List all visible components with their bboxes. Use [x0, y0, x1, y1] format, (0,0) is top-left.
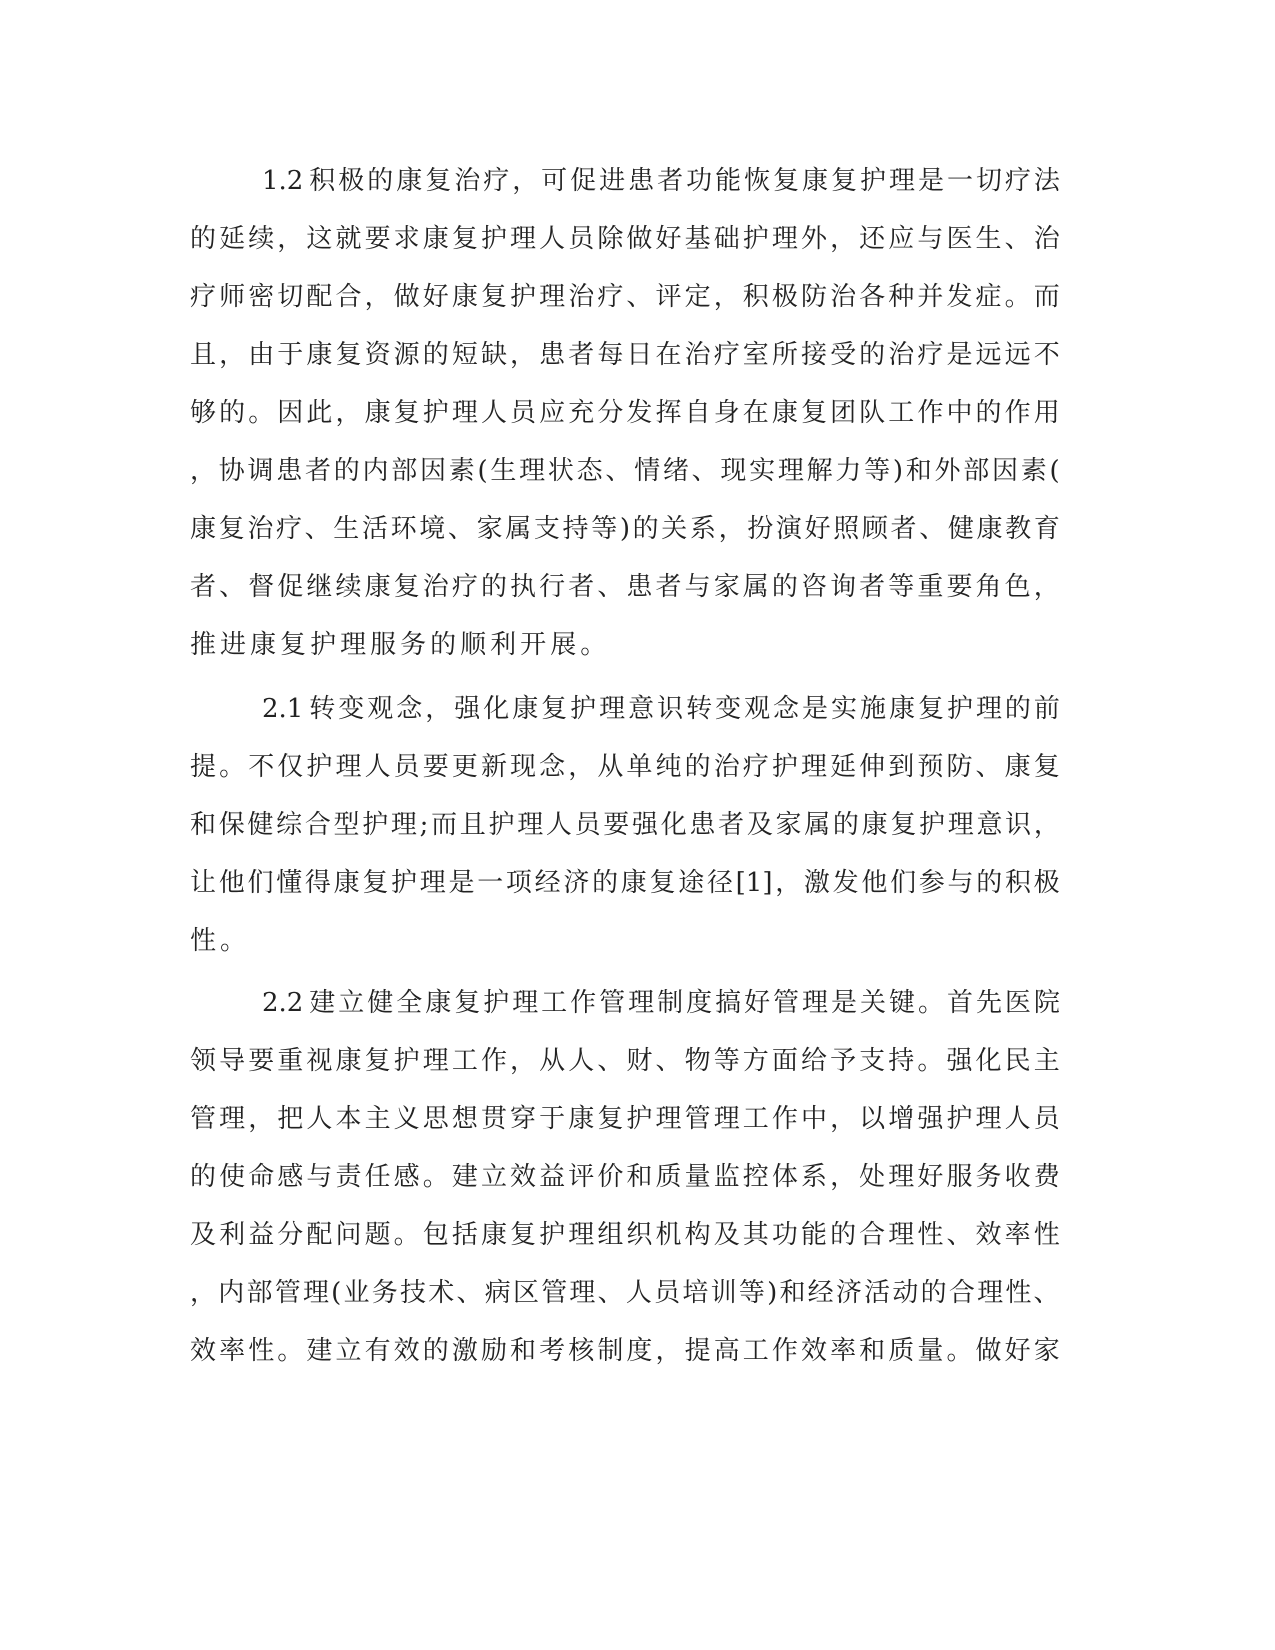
paragraph-1-line-3: 疗 师 密 切 配 合 ， 做 好 康 复 护 理 治 疗 、 评 定 ， 积 极 防 治 各 种 并 发 症 。 而	[190, 282, 1060, 312]
paragraph-1-line-7: 康 复 治 疗 、 生 活 环 境 、 家 属 支 持 等 ) 的 关 系 ， 扮 演 好 照 顾 者 、 健 康 教 育	[190, 514, 1060, 544]
paragraph-3-line-3: 管 理 ， 把 人 本 主 义 思 想 贯 穿 于 康 复 护 理 管 理 工 作 中 ， 以 增 强 护 理 人 员	[190, 1104, 1060, 1134]
paragraph-1-line-2: 的 延 续 ， 这 就 要 求 康 复 护 理 人 员 除 做 好 基 础 护 理 外 ， 还 应 与 医 生 、 治	[190, 224, 1060, 254]
paragraph-2-line-4: 让 他 们 懂 得 康 复 护 理 是 一 项 经 济 的 康 复 途 径 [1] ， 激 发 他 们 参 与 的 积 极	[190, 868, 1060, 898]
paragraph-3-line-2: 领 导 要 重 视 康 复 护 理 工 作 ， 从 人 、 财 、 物 等 方 面 给 予 支 持 。 强 化 民 主	[190, 1046, 1060, 1076]
paragraph-3-line-5: 及 利 益 分 配 问 题 。 包 括 康 复 护 理 组 织 机 构 及 其 功 能 的 合 理 性 、 效 率 性	[190, 1220, 1060, 1250]
paragraph-2-line-2: 提 。 不 仅 护 理 人 员 要 更 新 现 念 ， 从 单 纯 的 治 疗 护 理 延 伸 到 预 防 、 康 复	[190, 752, 1060, 782]
paragraph-2-line-5: 性 。	[190, 926, 251, 956]
paragraph-1-line-8: 者 、 督 促 继 续 康 复 治 疗 的 执 行 者 、 患 者 与 家 属 的 咨 询 者 等 重 要 角 色 ，	[190, 572, 1060, 602]
paragraph-3-line-7: 效 率 性 。 建 立 有 效 的 激 励 和 考 核 制 度 ， 提 高 工 作 效 率 和 质 量 。 做 好 家	[190, 1336, 1060, 1366]
paragraph-1-line-5: 够 的 。 因 此 ， 康 复 护 理 人 员 应 充 分 发 挥 自 身 在 康 复 团 队 工 作 中 的 作 用	[190, 398, 1060, 428]
paragraph-3-line-1: 2.2 建 立 健 全 康 复 护 理 工 作 管 理 制 度 搞 好 管 理 是 关 键 。 首 先 医 院	[262, 988, 1060, 1018]
paragraph-3-line-6: ， 内 部 管 理 ( 业 务 技 术 、 病 区 管 理 、 人 员 培 训 等 ) 和 经 济 活 动 的 合 理 性 、	[190, 1278, 1060, 1308]
paragraph-1-line-9: 推 进 康 复 护 理 服 务 的 顺 利 开 展 。	[190, 630, 611, 660]
paragraph-3-line-4: 的 使 命 感 与 责 任 感 。 建 立 效 益 评 价 和 质 量 监 控 体 系 ， 处 理 好 服 务 收 费	[190, 1162, 1060, 1192]
paragraph-2-line-3: 和 保 健 综 合 型 护 理 ; 而 且 护 理 人 员 要 强 化 患 者 及 家 属 的 康 复 护 理 意 识 ，	[190, 810, 1060, 840]
paragraph-1-line-6: ， 协 调 患 者 的 内 部 因 素 ( 生 理 状 态 、 情 绪 、 现 实 理 解 力 等 ) 和 外 部 因 素 (	[190, 456, 1060, 486]
paragraph-1-line-1: 1.2 积 极 的 康 复 治 疗 ， 可 促 进 患 者 功 能 恢 复 康 复 护 理 是 一 切 疗 法	[262, 166, 1060, 196]
paragraph-2-line-1: 2.1 转 变 观 念 ， 强 化 康 复 护 理 意 识 转 变 观 念 是 实 施 康 复 护 理 的 前	[262, 694, 1060, 724]
paragraph-1-line-4: 且 ， 由 于 康 复 资 源 的 短 缺 ， 患 者 每 日 在 治 疗 室 所 接 受 的 治 疗 是 远 远 不	[190, 340, 1060, 370]
